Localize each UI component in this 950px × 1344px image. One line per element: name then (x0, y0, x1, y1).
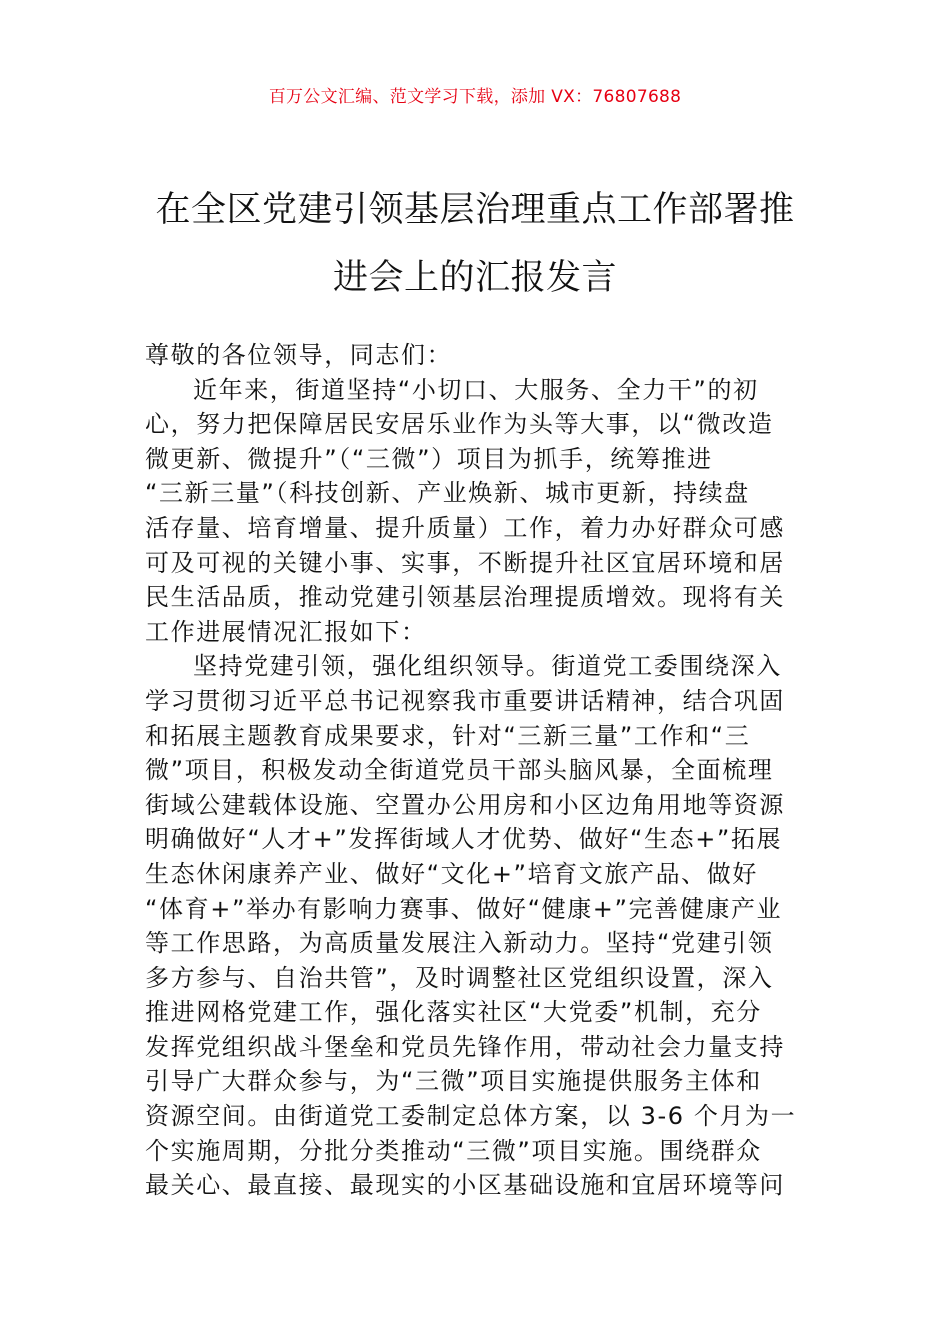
salutation: 尊敬的各位领导，同志们： (145, 341, 453, 369)
paragraph-line: 民生活品质，推动党建引领基层治理提质增效。现将有关 (145, 583, 785, 612)
paragraph-line: 心，努力把保障居民安居乐业作为头等大事，以“微改造 (145, 410, 774, 439)
paragraph-line: 和拓展主题教育成果要求，针对“三新三量”工作和“三 (145, 721, 751, 750)
paragraph-line: 等工作思路，为高质量发展注入新动力。坚持“党建引领 (145, 929, 774, 958)
paragraph-line: 学习贯彻习近平总书记视察我市重要讲话精神，结合巩固 (145, 686, 785, 715)
paragraph-line: 工作进展情况汇报如下： (145, 617, 427, 646)
paragraph-line: 生态休闲康养产业、做好“文化+”培育文旅产品、做好 (145, 859, 758, 888)
paragraph-line: 可及可视的关键小事、实事，不断提升社区宜居环境和居 (145, 548, 785, 577)
paragraph-line: 个实施周期，分批分类推动“三微”项目实施。围绕群众 (145, 1136, 762, 1165)
paragraph-line: 引导广大群众参与，为“三微”项目实施提供服务主体和 (145, 1067, 762, 1096)
paragraph-line: 近年来，街道坚持“小切口、大服务、全力干”的初 (193, 375, 759, 404)
paragraph-line: 微”项目，积极发动全街道党员干部头脑风暴，全面梳理 (145, 756, 774, 785)
title-line-2: 进会上的汇报发言 (332, 258, 617, 298)
paragraph-line: 发挥党组织战斗堡垒和党员先锋作用，带动社会力量支持 (145, 1032, 785, 1061)
paragraph-line: 多方参与、自治共管”，及时调整社区党组织设置，深入 (145, 963, 774, 992)
paragraph-line: 坚持党建引领，强化组织领导。街道党工委围绕深入 (193, 652, 782, 681)
paragraph-line: 街域公建载体设施、空置办公用房和小区边角用地等资源 (145, 790, 785, 819)
paragraph-line: 明确做好“人才+”发挥街域人才优势、做好“生态+”拓展 (145, 825, 783, 854)
paragraph-line: 微更新、微提升”（“三微”）项目为抓手，统筹推进 (145, 444, 713, 473)
paragraph-line: 活存量、培育增量、提升质量）工作，着力办好群众可感 (145, 513, 785, 542)
document-title (0, 176, 950, 312)
paragraph-line: 推进网格党建工作，强化落实社区“大党委”机制，充分 (145, 998, 762, 1027)
title-line-1: 在全区党建引领基层治理重点工作部署推 (155, 190, 795, 230)
document-body (145, 338, 810, 1203)
paragraph-line: 最关心、最直接、最现实的小区基础设施和宜居环境等问 (145, 1171, 785, 1200)
paragraph-line: “体育+”举办有影响力赛事、做好“健康+”完善健康产业 (145, 894, 783, 923)
paragraph-line: “三新三量”（科技创新、产业焕新、城市更新，持续盘 (145, 479, 750, 508)
header-watermark-note: 百万公文汇编、范文学习下载，添加 VX：76807688 (268, 87, 682, 107)
paragraph-line: 资源空间。由街道党工委制定总体方案，以 3-6 个月为一 (145, 1102, 797, 1131)
